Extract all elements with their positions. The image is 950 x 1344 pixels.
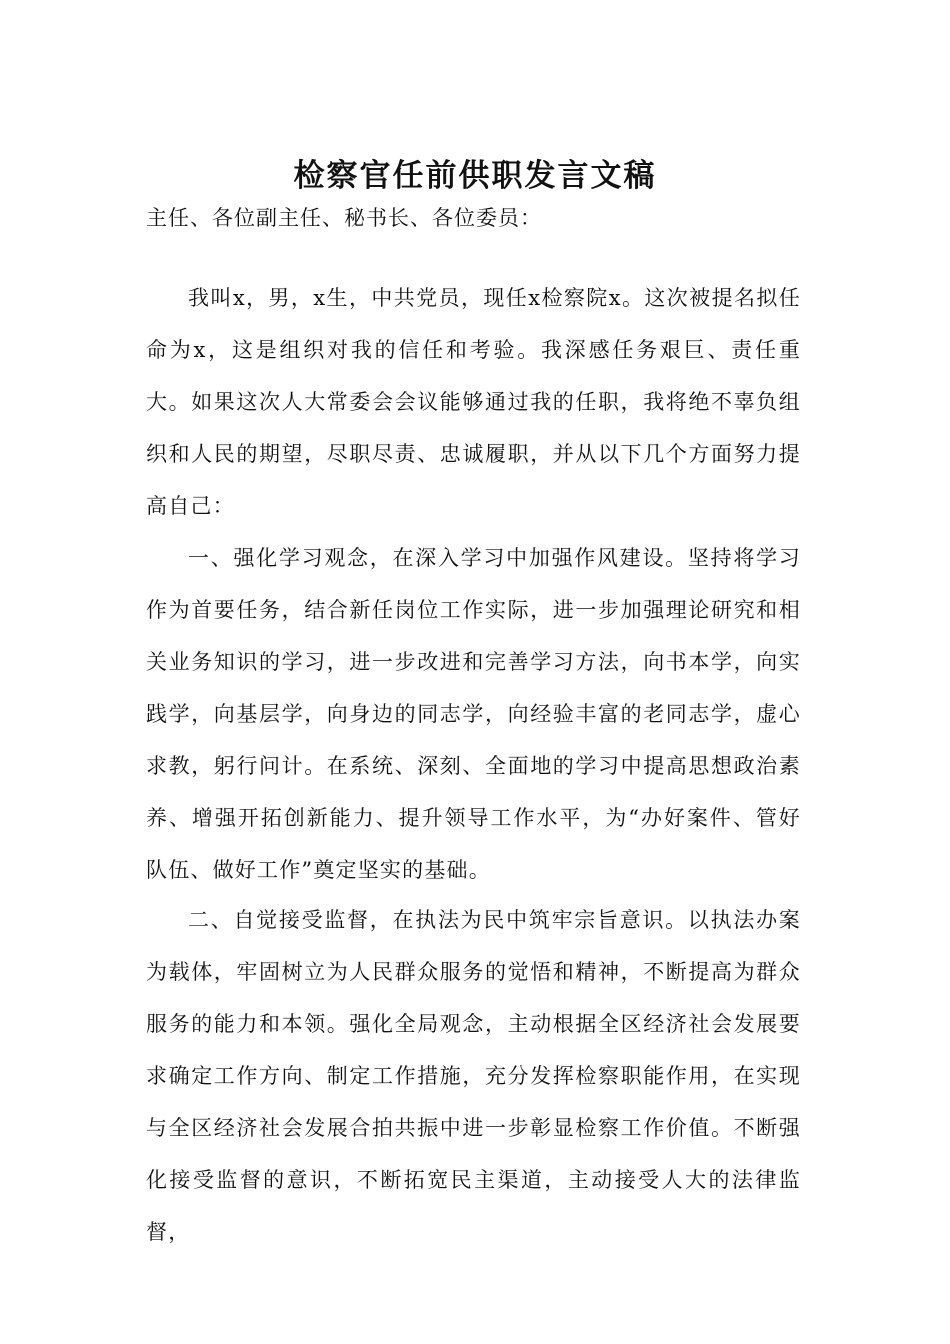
- paragraph-point-two: 二、自觉接受监督，在执法为民中筑牢宗旨意识。以执法办案为载体，牢固树立为人民群众服务的觉悟和精神，不断提高为群众服务的能力和本领。强化全局观念，主动根据全区经济社会发展要求确定工作方向、制定工作措施，充分发挥检察职能作用，在实现与全区经济社会发展合拍共振中进一步彰显检察工作价值。不断强化接受监督的意识，不断拓宽民主渠道，主动接受人大的法律监督，: [146, 908, 801, 1244]
- paragraph-point-one: 一、强化学习观念，在深入学习中加强作风建设。坚持将学习作为首要任务，结合新任岗位工作实际，进一步加强理论研究和相关业务知识的学习，进一步改进和完善学习方法，向书本学，向实践学，向基层学，向身边的同志学，向经验丰富的老同志学，虚心求教，躬行问计。在系统、深刻、全面地的学习中提高思想政治素养、增强开拓创新能力、提升领导工作水平，为“办好案件、管好队伍、做好工作”奠定坚实的基础。: [146, 546, 801, 882]
- paragraph-intro: 我叫x，男，x生，中共党员，现任x检察院x。这次被提名拟任命为x，这是组织对我的信任和考验。我深感任务艰巨、责任重大。如果这次人大常委会会议能够通过我的任职，我将绝不辜负组织和人民的期望，尽职尽责、忠诚履职，并从以下几个方面努力提高自己：: [146, 286, 801, 518]
- document-title: 检察官任前供职发言文稿: [293, 158, 657, 194]
- salutation: 主任、各位副主任、秘书长、各位委员：: [146, 206, 542, 230]
